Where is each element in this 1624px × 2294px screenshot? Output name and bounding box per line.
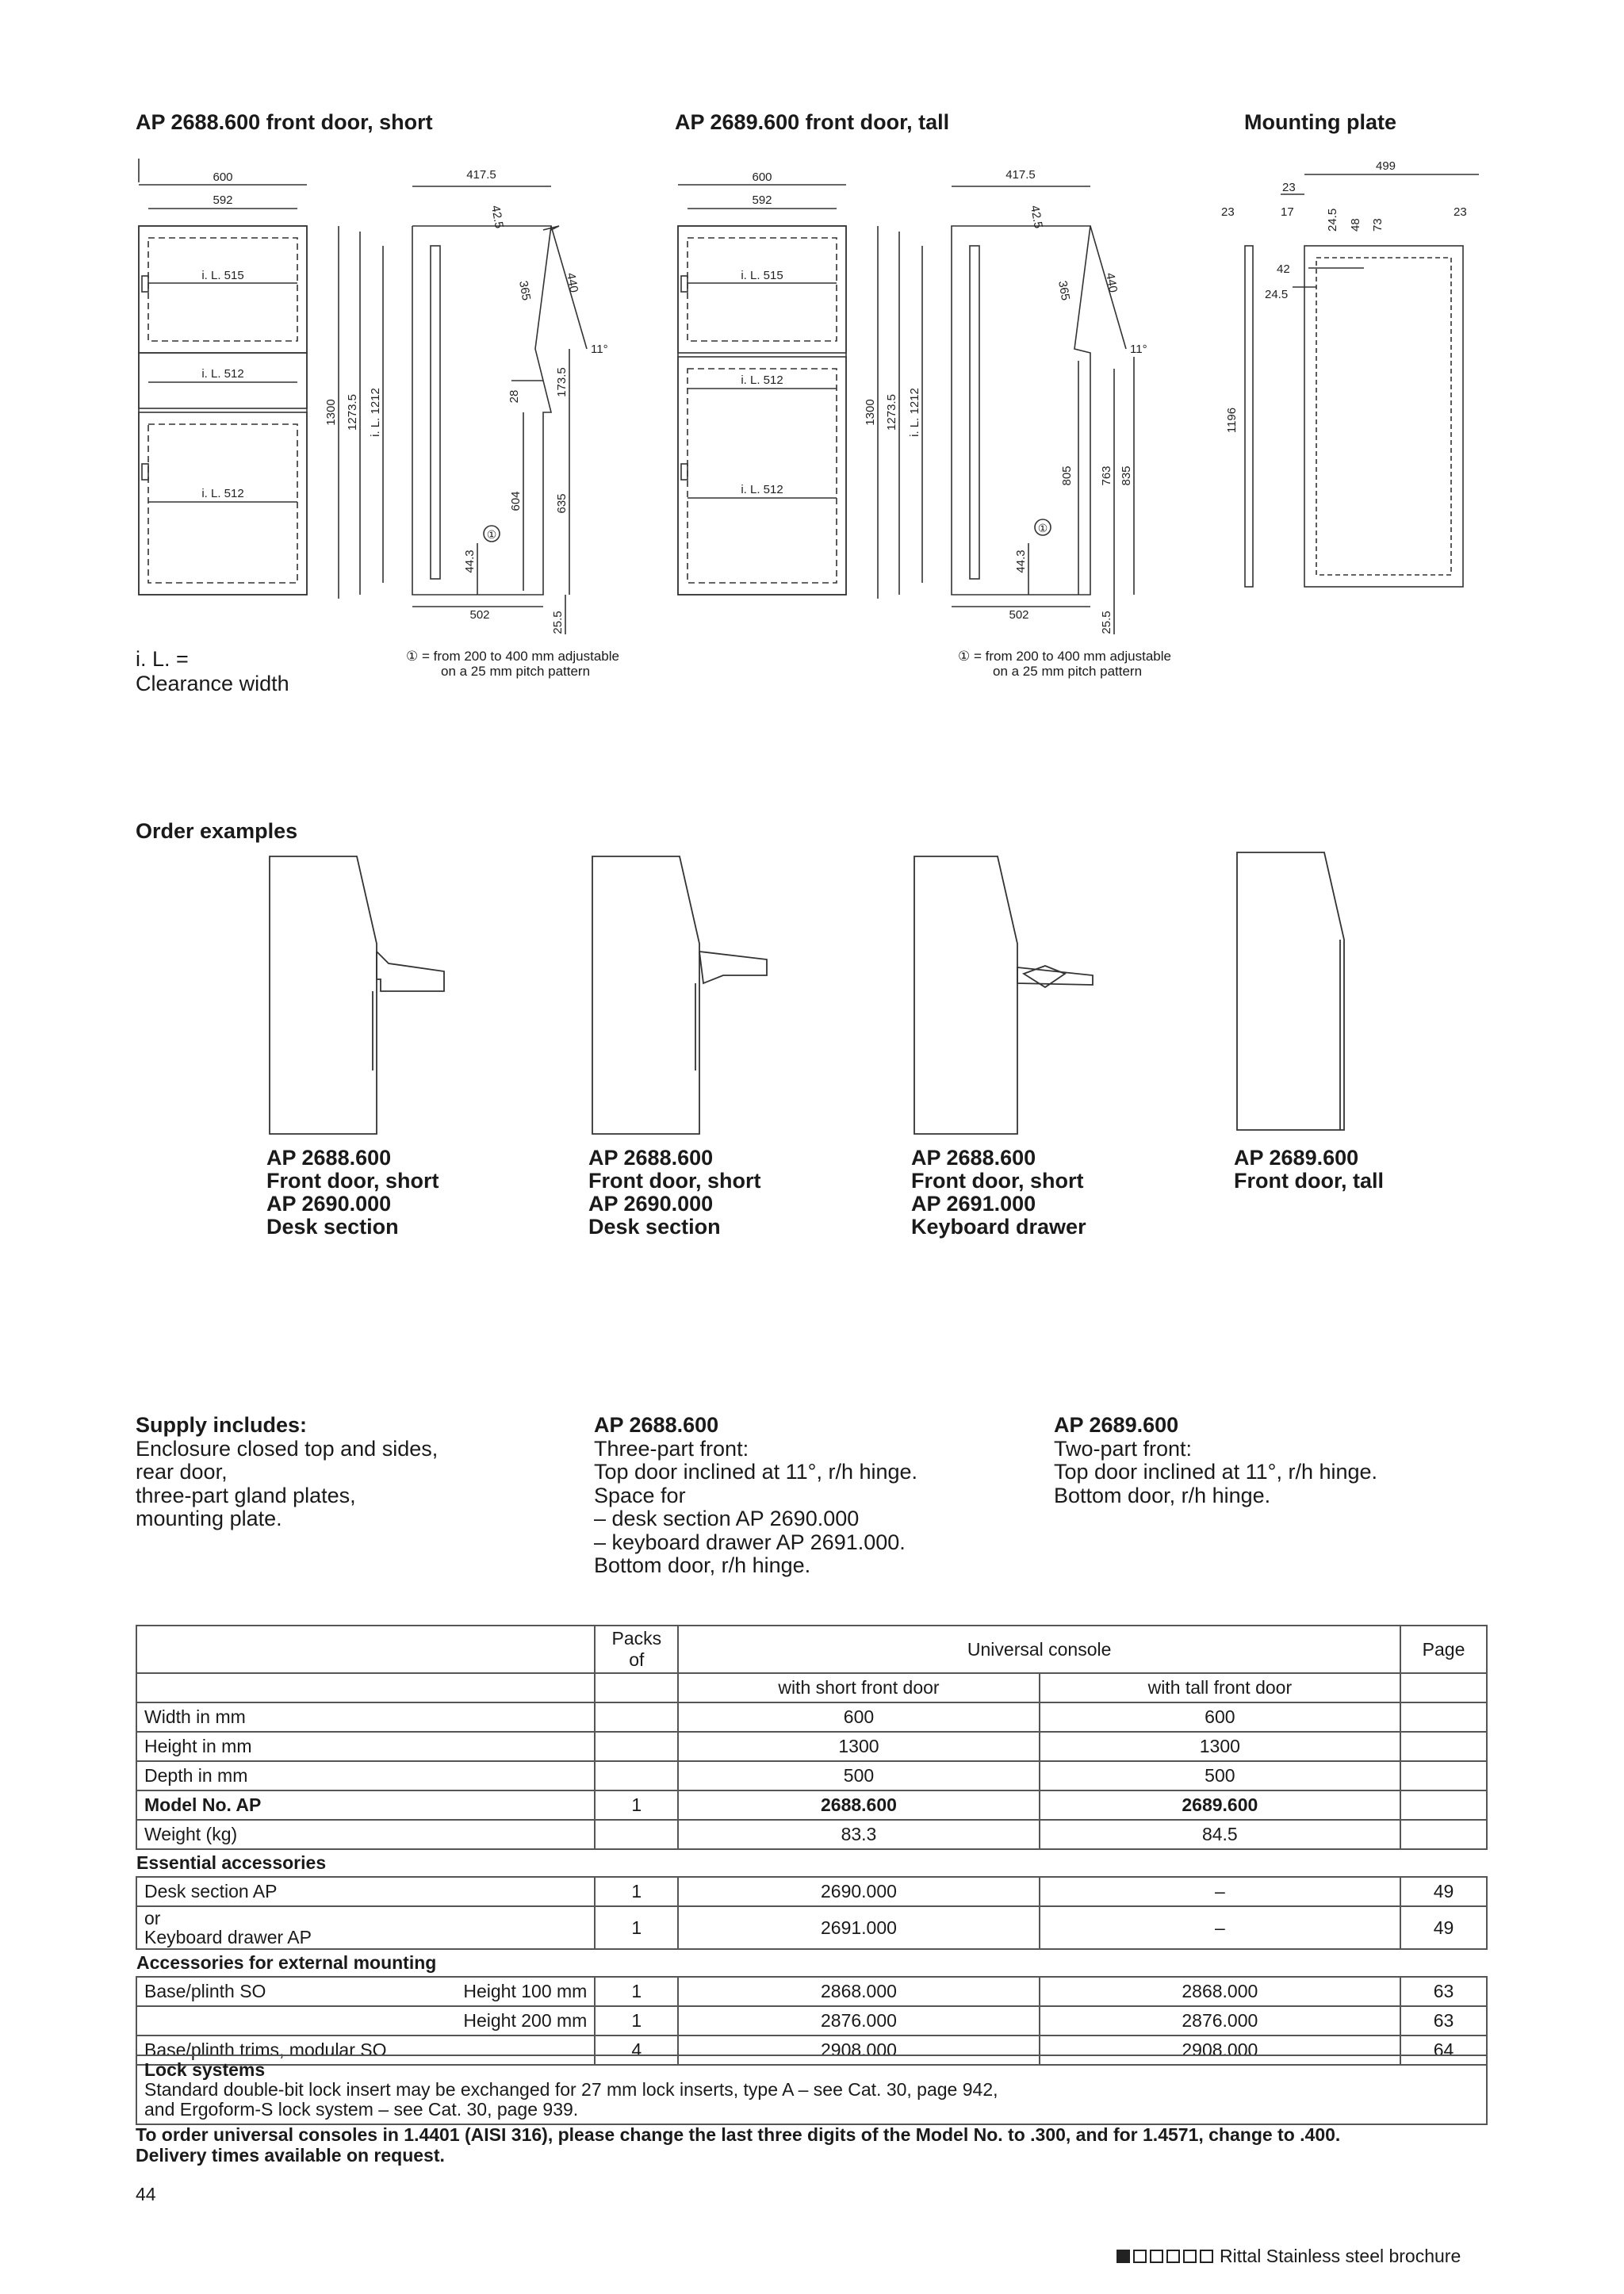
lock-line1: Standard double-bit lock insert may be exchanged for 27 mm lock inserts, type A – see Cat. 30, page 942, [144, 2079, 998, 2100]
dim-499: 499 [1376, 159, 1396, 173]
brand-footer [1116, 2246, 1461, 2267]
dim-42: 42.5 [1028, 204, 1045, 230]
header-short-door: with short front door [678, 1673, 1039, 1702]
cell-packs: 1 [595, 1790, 678, 1820]
lock-title: Lock systems [144, 2059, 266, 2080]
example-line: Front door, short [588, 1169, 761, 1193]
dim-835: 835 [1120, 465, 1133, 486]
row-label: Depth in mm [136, 1761, 595, 1790]
dim-1273: 1273.5 [885, 394, 898, 431]
spec-table [136, 1625, 1488, 2066]
cell-page: 49 [1400, 1877, 1487, 1906]
example-line: Front door, short [911, 1169, 1084, 1193]
page-number: 44 [136, 2184, 156, 2204]
cell-short: 2868.000 [678, 1977, 1039, 2006]
dim-il512-lower: i. L. 512 [741, 483, 783, 496]
table-row-model [136, 1790, 1487, 1820]
table-header-row [136, 1626, 1487, 1673]
dim-circle-1: ① [486, 528, 497, 541]
cell-packs: 1 [595, 1977, 678, 2006]
row-label: Model No. AP [136, 1790, 595, 1820]
cell-packs: 4 [595, 2035, 678, 2065]
square-outline-icon [1183, 2250, 1197, 2263]
row-label: Desk section AP [136, 1877, 595, 1906]
cell-page: 63 [1400, 2006, 1487, 2035]
dim-1273: 1273.5 [346, 394, 359, 431]
dim-il1212: i. L. 1212 [369, 388, 382, 437]
dim-42: 42.5 [488, 204, 506, 230]
example-line: Desk section [266, 1215, 399, 1239]
dim-42: 42 [1277, 262, 1290, 276]
cell-short: 500 [678, 1761, 1039, 1790]
dim-44: 44.3 [1014, 550, 1028, 573]
dim-502: 502 [1009, 608, 1029, 622]
dim-25: 25.5 [1100, 611, 1113, 634]
cell-short: 83.3 [678, 1820, 1039, 1849]
adjustable-note-line2: on a 25 mm pitch pattern [993, 664, 1143, 679]
table-row [136, 1761, 1487, 1790]
dim-il515: i. L. 515 [201, 269, 244, 282]
description-line: Bottom door, r/h hinge. [594, 1553, 811, 1577]
header-packs-of: Packs of [595, 1626, 678, 1673]
cell-packs: 1 [595, 2006, 678, 2035]
dim-440: 440 [564, 271, 581, 294]
dim-11deg: 11° [1130, 343, 1147, 356]
table-row [136, 1906, 1487, 1949]
adjustable-note-short [406, 649, 619, 679]
cell-tall: 2876.000 [1040, 2006, 1400, 2035]
dim-23-right: 23 [1454, 205, 1467, 219]
dim-1300: 1300 [324, 399, 338, 426]
dim-592: 592 [213, 193, 233, 207]
drawing-short-door [131, 159, 638, 654]
cell-short: 600 [678, 1702, 1039, 1732]
row-label: Base/plinth SO [136, 1977, 452, 2006]
cell-tall: – [1040, 1877, 1400, 1906]
description-short-door [594, 1414, 917, 1578]
row-label-keyboard: Keyboard drawer AP [144, 1927, 312, 1947]
dim-23-top: 23 [1282, 181, 1296, 194]
heading-short-door: AP 2688.600 front door, short [136, 110, 433, 134]
description-line: Bottom door, r/h hinge. [1054, 1483, 1271, 1507]
table-row [136, 2006, 1487, 2035]
clearance-note-line1: i. L. = [136, 647, 189, 671]
dim-il512-upper: i. L. 512 [741, 373, 783, 387]
dim-44: 44.3 [463, 550, 477, 573]
row-label: Width in mm [136, 1702, 595, 1732]
section-row [136, 1849, 1487, 1877]
example-caption-4 [1234, 1147, 1384, 1193]
header-page: Page [1400, 1626, 1487, 1673]
description-line: Top door inclined at 11°, r/h hinge. [594, 1460, 918, 1484]
dim-635: 635 [555, 493, 569, 514]
cell-tall: 600 [1040, 1702, 1400, 1732]
example-illustration-4 [1229, 844, 1435, 1142]
heading-tall-door: AP 2689.600 front door, tall [675, 110, 950, 134]
lock-line2: and Ergoform-S lock system – see Cat. 30, page 939. [144, 2099, 579, 2120]
row-sublabel: Height 200 mm [452, 2006, 596, 2035]
dim-502: 502 [469, 608, 490, 622]
row-label: Height in mm [136, 1732, 595, 1761]
header-universal-console: Universal console [678, 1626, 1400, 1673]
description-line: Three-part front: [594, 1436, 749, 1461]
dim-1196: 1196 [1225, 407, 1239, 434]
dim-24-top: 24.5 [1326, 208, 1339, 232]
dim-365: 365 [1055, 279, 1073, 302]
supply-line: three-part gland plates, [136, 1483, 356, 1507]
clearance-note-line2: Clearance width [136, 672, 289, 695]
cell-packs: 1 [595, 1906, 678, 1949]
square-outline-icon [1166, 2250, 1180, 2263]
dim-592: 592 [752, 193, 772, 207]
dim-24-left: 24.5 [1265, 288, 1289, 301]
cell-short: 1300 [678, 1732, 1039, 1761]
cell-tall: – [1040, 1906, 1400, 1949]
dim-circle-1: ① [1037, 522, 1048, 534]
cell-short: 2876.000 [678, 2006, 1039, 2035]
dim-28: 28 [508, 389, 521, 404]
cell-short: 2690.000 [678, 1877, 1039, 1906]
cell-page: 49 [1400, 1906, 1487, 1949]
square-outline-icon [1133, 2250, 1147, 2263]
supply-line: Enclosure closed top and sides, [136, 1436, 439, 1461]
heading-order-examples: Order examples [136, 819, 298, 843]
dim-23-left: 23 [1221, 205, 1235, 219]
square-filled-icon [1116, 2250, 1130, 2263]
header-tall-door: with tall front door [1040, 1673, 1400, 1702]
dim-417: 417.5 [466, 168, 496, 182]
table-row [136, 1877, 1487, 1906]
section-row [136, 1949, 1487, 1977]
example-caption-2 [588, 1147, 760, 1239]
table-row [136, 1702, 1487, 1732]
supply-includes [136, 1414, 438, 1531]
example-line: AP 2688.600 [588, 1146, 714, 1170]
dim-1300: 1300 [864, 399, 877, 426]
cell-tall: 84.5 [1040, 1820, 1400, 1849]
example-line: AP 2690.000 [588, 1192, 714, 1216]
supply-line: mounting plate. [136, 1507, 282, 1530]
footnote-line1: To order universal consoles in 1.4401 (AISI 316), please change the last three digits of the Model No. to .300, and for 1.4571, change to .400. [136, 2124, 1341, 2145]
example-line: AP 2690.000 [266, 1192, 392, 1216]
dim-il512-upper: i. L. 512 [201, 367, 244, 381]
dim-17: 17 [1281, 205, 1294, 219]
brand-text: Rittal Stainless steel brochure [1220, 2246, 1461, 2266]
supply-title: Supply includes: [136, 1413, 308, 1437]
example-line: Desk section [588, 1215, 721, 1239]
adjustable-note-line1: ① = from 200 to 400 mm adjustable [958, 649, 1171, 664]
description-title: AP 2688.600 [594, 1413, 719, 1437]
row-label-or: or [144, 1908, 161, 1928]
dim-25: 25.5 [551, 611, 565, 634]
example-caption-3 [911, 1147, 1086, 1239]
adjustable-note-line2: on a 25 mm pitch pattern [441, 664, 591, 679]
cell-tall: 2908.000 [1040, 2035, 1400, 2065]
cell-packs: 1 [595, 1877, 678, 1906]
row-label [136, 1906, 595, 1949]
dim-417: 417.5 [1005, 168, 1036, 182]
cell-tall: 2689.600 [1040, 1790, 1400, 1820]
example-illustration-2 [584, 848, 791, 1146]
cell-short: 2688.600 [678, 1790, 1039, 1820]
adjustable-note-line1: ① = from 200 to 400 mm adjustable [406, 649, 619, 664]
section-external: Accessories for external mounting [136, 1949, 1487, 1977]
dim-805: 805 [1060, 465, 1074, 486]
dim-48: 48 [1349, 218, 1362, 232]
order-footnote [136, 2124, 1340, 2166]
example-line: Front door, tall [1234, 1169, 1384, 1193]
cell-tall: 1300 [1040, 1732, 1400, 1761]
heading-mounting-plate: Mounting plate [1244, 110, 1396, 134]
cell-page: 63 [1400, 1977, 1487, 2006]
table-subheader-row [136, 1673, 1487, 1702]
dim-173: 173.5 [555, 367, 569, 397]
footnote-line2: Delivery times available on request. [136, 2145, 445, 2166]
dim-il515: i. L. 515 [741, 269, 783, 282]
cell-tall: 2868.000 [1040, 1977, 1400, 2006]
lock-systems-box [136, 2055, 1488, 2125]
example-line: AP 2688.600 [266, 1146, 392, 1170]
description-title: AP 2689.600 [1054, 1413, 1179, 1437]
drawing-tall-door [670, 159, 1178, 654]
example-line: AP 2689.600 [1234, 1146, 1359, 1170]
description-line: Two-part front: [1054, 1436, 1193, 1461]
description-line: – desk section AP 2690.000 [594, 1507, 860, 1530]
clearance-width-note [136, 647, 289, 696]
row-sublabel: Height 100 mm [452, 1977, 596, 2006]
adjustable-note-tall [958, 649, 1171, 679]
example-line: Front door, short [266, 1169, 439, 1193]
dim-763: 763 [1100, 465, 1113, 486]
description-line: Top door inclined at 11°, r/h hinge. [1054, 1460, 1378, 1484]
dim-73: 73 [1371, 218, 1385, 232]
row-label: Weight (kg) [136, 1820, 595, 1849]
row-label: Base/plinth trims, modular SO [136, 2035, 595, 2065]
square-outline-icon [1150, 2250, 1163, 2263]
cell-tall: 500 [1040, 1761, 1400, 1790]
dim-600: 600 [752, 170, 772, 184]
table-row [136, 1820, 1487, 1849]
table-row [136, 1732, 1487, 1761]
table-row [136, 1977, 1487, 2006]
description-tall-door [1054, 1414, 1377, 1507]
cell-page: 64 [1400, 2035, 1487, 2065]
cell-short: 2691.000 [678, 1906, 1039, 1949]
example-illustration-3 [906, 848, 1113, 1146]
cell-short: 2908.000 [678, 2035, 1039, 2065]
dim-il1212: i. L. 1212 [908, 388, 921, 437]
dim-il512-lower: i. L. 512 [201, 487, 244, 500]
example-illustration-1 [262, 848, 468, 1146]
description-line: – keyboard drawer AP 2691.000. [594, 1530, 906, 1554]
supply-line: rear door, [136, 1460, 228, 1484]
example-line: AP 2691.000 [911, 1192, 1036, 1216]
dim-600: 600 [213, 170, 233, 184]
section-essential: Essential accessories [136, 1849, 1487, 1877]
dim-365: 365 [516, 279, 534, 302]
example-line: Keyboard drawer [911, 1215, 1086, 1239]
example-caption-1 [266, 1147, 439, 1239]
dim-440: 440 [1103, 271, 1120, 294]
square-outline-icon [1200, 2250, 1213, 2263]
description-line: Space for [594, 1483, 686, 1507]
dim-11deg: 11° [591, 343, 608, 356]
example-line: AP 2688.600 [911, 1146, 1036, 1170]
dim-604: 604 [509, 491, 523, 511]
drawing-mounting-plate [1205, 159, 1491, 607]
